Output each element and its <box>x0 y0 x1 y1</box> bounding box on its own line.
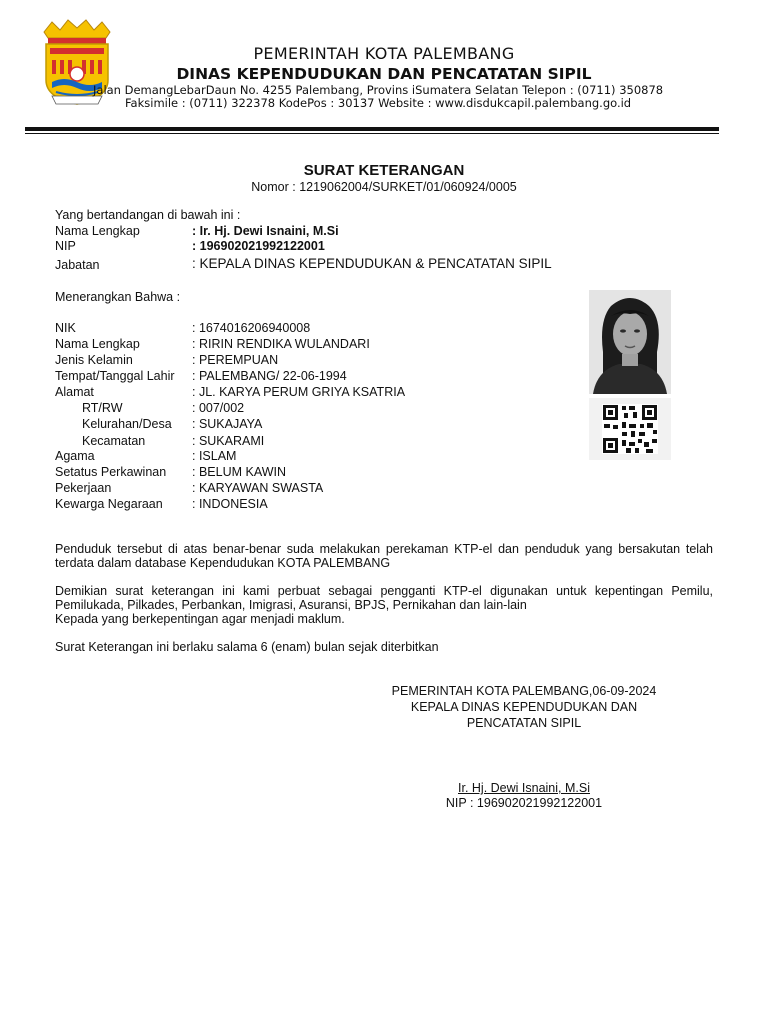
resident-value: : JL. KARYA PERUM GRIYA KSATRIA <box>192 385 406 399</box>
menerangkan-text: Menerangkan Bahwa : <box>55 290 181 304</box>
intro-text: Yang bertandangan di bawah ini : <box>55 208 241 222</box>
resident-value: : ISLAM <box>192 449 237 463</box>
official-nip-label: NIP <box>55 239 76 253</box>
resident-label: Jenis Kelamin <box>55 353 133 367</box>
official-position-label: Jabatan <box>55 258 100 272</box>
header-divider-thick <box>25 127 719 131</box>
validity-paragraph: Surat Keterangan ini berlaku salama 6 (enam) bulan sejak diterbitkan <box>55 640 439 654</box>
resident-label: Alamat <box>55 385 94 399</box>
resident-label: Kecamatan <box>82 434 146 448</box>
header-government: PEMERINTAH KOTA PALEMBANG <box>253 44 515 63</box>
resident-label: Pekerjaan <box>55 481 112 495</box>
resident-label: Tempat/Tanggal Lahir <box>55 369 175 383</box>
resident-label: NIK <box>55 321 76 335</box>
purpose-paragraph: Demikian surat keterangan ini kami perbuat sebagai pengganti KTP-el digunakan untuk kepentingan Pemilu, Pemilukada, Pilkades, Perbankan, Imigrasi, Asuransi, BPJS, Pernikahan dan lain-lain <box>55 584 713 612</box>
resident-value: : INDONESIA <box>192 497 268 511</box>
resident-label: Setatus Perkawinan <box>55 465 167 479</box>
qr-code-icon <box>589 398 671 460</box>
resident-value: : BELUM KAWIN <box>192 465 286 479</box>
document-title: SURAT KETERANGAN <box>303 162 465 179</box>
header-contact: Faksimile : (0711) 322378 KodePos : 30137 Website : www.disdukcapil.palembang.go.id <box>125 96 632 110</box>
resident-value: : RIRIN RENDIKA WULANDARI <box>192 337 370 351</box>
resident-label: Nama Lengkap <box>55 337 140 351</box>
resident-label: RT/RW <box>82 401 123 415</box>
document-number: Nomor : 1219062004/SURKET/01/060924/0005 <box>251 180 517 194</box>
signature-position-line2: PENCATATAN SIPIL <box>466 716 582 730</box>
resident-value: : PEREMPUAN <box>192 353 279 367</box>
official-nip-value: : 196902021992122001 <box>192 239 325 253</box>
signature-position-line1: KEPALA DINAS KEPENDUDUKAN DAN <box>410 700 638 714</box>
resident-label: Kewarga Negaraan <box>55 497 163 511</box>
header-agency: DINAS KEPENDUDUKAN DAN PENCATATAN SIPIL <box>176 65 592 83</box>
resident-value: : SUKARAMI <box>192 434 265 448</box>
resident-value: : SUKAJAYA <box>192 417 263 431</box>
signature-name: Ir. Hj. Dewi Isnaini, M.Si <box>458 781 590 795</box>
signature-nip: NIP : 196902021992122001 <box>445 796 603 810</box>
closing-paragraph: Kepada yang berkepentingan agar menjadi maklum. <box>55 612 345 626</box>
resident-value: : PALEMBANG/ 22-06-1994 <box>192 369 347 383</box>
resident-value: : 007/002 <box>192 401 245 415</box>
official-name-label: Nama Lengkap <box>55 224 140 238</box>
resident-photo <box>589 290 671 394</box>
official-name-value: : Ir. Hj. Dewi Isnaini, M.Si <box>192 224 339 238</box>
resident-value: : KARYAWAN SWASTA <box>192 481 324 495</box>
resident-label: Kelurahan/Desa <box>82 417 172 431</box>
signature-place-date: PEMERINTAH KOTA PALEMBANG,06-09-2024 <box>391 684 657 698</box>
resident-value: : 1674016206940008 <box>192 321 311 335</box>
header-address: Jalan DemangLebarDaun No. 4255 Palembang, Provins iSumatera Selatan Telepon : (0711) 350878 <box>93 83 664 97</box>
resident-label: Agama <box>55 449 95 463</box>
statement-paragraph: Penduduk tersebut di atas benar-benar suda melakukan perekaman KTP-el dan penduduk yang bersakutan telah terdata dalam database Kependudukan KOTA PALEMBANG <box>55 542 713 570</box>
header-divider-thin <box>25 133 719 134</box>
official-position-value: : KEPALA DINAS KEPENDUDUKAN & PENCATATAN SIPIL <box>192 256 552 271</box>
